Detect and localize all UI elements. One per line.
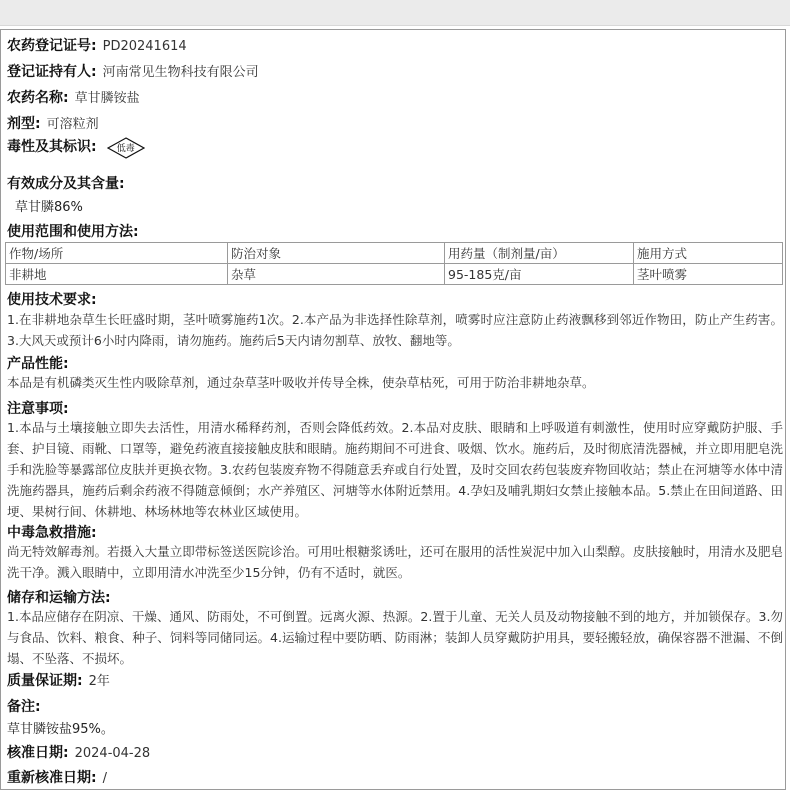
holder-label: 登记证持有人: <box>7 64 97 80</box>
table-cell: 95-185克/亩 <box>445 264 634 285</box>
active-ingredient-label: 有效成分及其含量: <box>7 176 125 192</box>
formulation-row <box>7 113 99 133</box>
remarks-label: 备注: <box>7 699 41 715</box>
table-cell: 杂草 <box>228 264 445 285</box>
approval-date-label: 核准日期: <box>7 745 69 761</box>
holder-row <box>7 61 259 81</box>
table-header-cell: 作物/场所 <box>6 243 228 264</box>
approval-date-value: 2024-04-28 <box>74 746 151 761</box>
holder-value: 河南常见生物科技有限公司 <box>102 65 259 80</box>
active-ingredient-value: 草甘膦86% <box>15 200 83 215</box>
first-aid-text: 尚无特效解毒剂。若摄入大量立即带标签送医院诊治。可用吐根糖浆诱吐，还可在服用的活性炭泥中加入山梨醇。皮肤接触时，用清水及肥皂洗干净。溅入眼睛中，立即用清水冲洗至少15分钟，仍有不适时，就医。 <box>7 544 783 580</box>
pesticide-name-label: 农药名称: <box>7 90 69 106</box>
table-header-cell: 防治对象 <box>228 243 445 264</box>
performance-label: 产品性能: <box>7 356 69 372</box>
toxicity-label: 毒性及其标识: <box>7 139 97 155</box>
registration-no-row <box>7 35 187 55</box>
table-row <box>6 264 783 285</box>
table-header-row <box>6 243 783 264</box>
shelf-life-value: 2年 <box>88 674 110 689</box>
precautions-label: 注意事项: <box>7 401 69 417</box>
re-approval-date-label: 重新核准日期: <box>7 770 97 786</box>
pesticide-name-row <box>7 87 140 107</box>
pesticide-label-document <box>0 29 786 790</box>
shelf-life-row <box>7 670 110 690</box>
remarks-text: 草甘膦铵盐95%。 <box>7 722 114 737</box>
storage-label: 储存和运输方法: <box>7 590 111 606</box>
low-toxicity-badge-icon <box>107 137 145 159</box>
approval-date-row <box>7 742 150 762</box>
technique-label: 使用技术要求: <box>7 292 97 308</box>
storage-text: 1.本品应储存在阴凉、干燥、通风、防雨处，不可倒置。远离火源、热源。2.置于儿童、无关人员及动物接触不到的地方，并加锁保存。3.勿与食品、饮料、粮食、种子、饲料等同储同运。4.运输过程中要防晒、防雨淋；装卸人员穿戴防护用具，要轻搬轻放，确保容器不泄漏、不倒塌、不坠落、不损坏。 <box>7 609 783 666</box>
first-aid-label: 中毒急救措施: <box>7 525 97 541</box>
toxicity-badge-text: 低毒 <box>116 143 135 154</box>
top-bar <box>0 0 790 26</box>
formulation-label: 剂型: <box>7 116 41 132</box>
registration-no-label: 农药登记证号: <box>7 38 97 54</box>
shelf-life-label: 质量保证期: <box>7 673 83 689</box>
usage-table <box>5 242 783 285</box>
re-approval-date-value: / <box>102 771 107 786</box>
precautions-text: 1.本品与土壤接触立即失去活性，用清水稀释药剂，否则会降低药效。2.本品对皮肤、眼睛和上呼吸道有刺激性，使用时应穿戴防护服、手套、护目镜、雨靴、口罩等，避免药液直接接触皮肤和眼睛。施药期间不可进食、吸烟、饮水。施药后，及时彻底清洗器械，并立即用肥皂洗手和洗脸等暴露部位皮肤并更换衣物。3.农药包装废弃物不得随意丢弃或自行处置，及时交回农药包装废弃物回收站；禁止在河塘等水体中清洗施药器具，施药后剩余药液不得随意倾倒；水产养殖区、河塘等水体附近禁用。4.孕妇及哺乳期妇女禁止接触本品。5.禁止在田间道路、田埂、果树行间、休耕地、林场林地等农林业区域使用。 <box>7 420 783 519</box>
table-header-cell: 施用方式 <box>634 243 783 264</box>
usage-label: 使用范围和使用方法: <box>7 224 139 240</box>
registration-no-value: PD20241614 <box>102 39 187 54</box>
formulation-value: 可溶粒剂 <box>46 117 99 132</box>
performance-text: 本品是有机磷类灭生性内吸除草剂，通过杂草茎叶吸收并传导全株，使杂草枯死，可用于防治非耕地杂草。 <box>7 375 595 390</box>
table-header-cell: 用药量（制剂量/亩） <box>445 243 634 264</box>
toxicity-row <box>7 136 145 159</box>
pesticide-name-value: 草甘膦铵盐 <box>74 91 140 106</box>
table-cell: 茎叶喷雾 <box>634 264 783 285</box>
table-cell: 非耕地 <box>6 264 228 285</box>
technique-text: 1.在非耕地杂草生长旺盛时期，茎叶喷雾施药1次。2.本产品为非选择性除草剂，喷雾时应注意防止药液飘移到邻近作物田，防止产生药害。3.大风天或预计6小时内降雨，请勿施药。施药后5天内请勿割草、放牧、翻地等。 <box>7 312 783 348</box>
re-approval-date-row <box>7 767 107 787</box>
